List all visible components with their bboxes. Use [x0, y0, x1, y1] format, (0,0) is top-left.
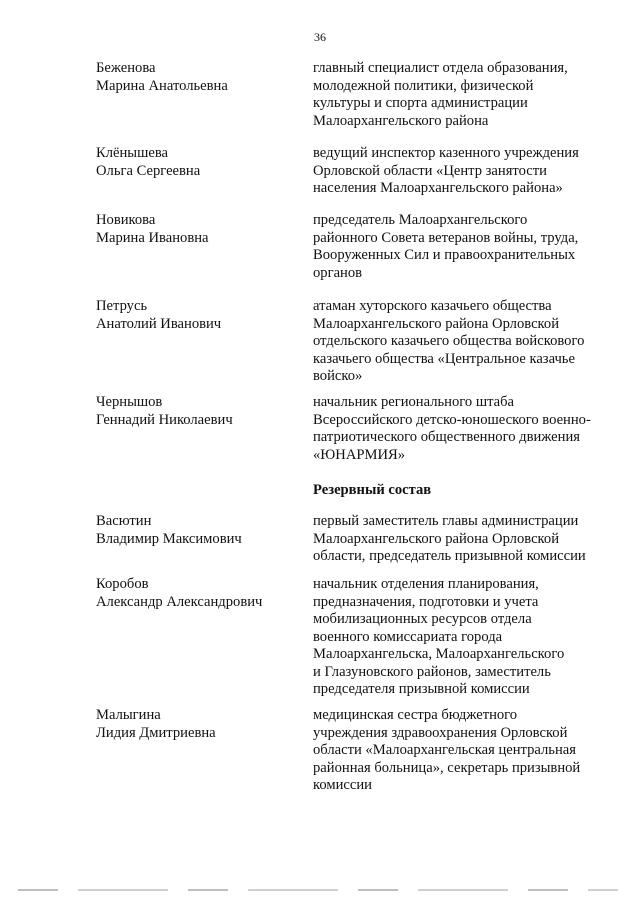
- member-name: [96, 576, 296, 611]
- member-given-name: Марина Анатольевна: [96, 77, 228, 94]
- position-line: Вооруженных Сил и правоохранительных: [313, 247, 576, 263]
- member-surname: Коробов: [96, 576, 149, 592]
- member-surname: Новикова: [96, 212, 156, 228]
- member-name: [96, 298, 296, 333]
- position-line: Малоархангельского района Орловской: [313, 315, 560, 332]
- position-line: начальник регионального штаба: [313, 394, 515, 410]
- position-line: и Глазуновского районов, заместитель: [313, 663, 551, 680]
- member-name: [96, 707, 296, 742]
- position-line: патриотического общественного движения: [313, 429, 580, 445]
- position-line: области «Малоархангельская центральная: [313, 742, 576, 758]
- position-line: населения Малоархангельского района»: [313, 180, 563, 196]
- position-line: главный специалист отдела образования,: [313, 60, 568, 76]
- member-given-name: Лидия Дмитриевна: [96, 724, 216, 741]
- member-name: [96, 60, 296, 95]
- position-line: «ЮНАРМИЯ»: [313, 446, 406, 463]
- member-given-name: Владимир Максимович: [96, 530, 242, 547]
- member-position: [313, 394, 613, 464]
- position-line: отдельского казачьего общества войскового: [313, 333, 585, 349]
- member-position: [313, 60, 613, 130]
- member-surname: Беженова: [96, 60, 156, 76]
- position-line: учреждения здравоохранения Орловской: [313, 724, 568, 741]
- position-line: области, председатель призывной комиссии: [313, 548, 586, 564]
- position-line: медицинская сестра бюджетного: [313, 707, 518, 723]
- page-number: 36: [314, 30, 326, 44]
- member-name: [96, 212, 296, 247]
- position-line: казачьего общества «Центральное казачье: [313, 350, 575, 367]
- member-surname: Петрусь: [96, 298, 148, 314]
- position-line: органов: [313, 264, 363, 281]
- member-given-name: Геннадий Николаевич: [96, 411, 233, 428]
- position-line: атаман хуторского казачьего общества: [313, 298, 552, 314]
- member-surname: Клёнышева: [96, 145, 168, 161]
- position-line: Малоархангельского района Орловской: [313, 530, 560, 547]
- position-line: Орловской области «Центр занятости: [313, 162, 547, 179]
- member-name: [96, 145, 296, 180]
- member-given-name: Анатолий Иванович: [96, 315, 222, 332]
- reserve-section-heading: Резервный состав: [313, 482, 432, 498]
- position-line: молодежной политики, физической: [313, 77, 534, 94]
- member-position: [313, 298, 613, 386]
- position-line: Малоархангельского района: [313, 112, 489, 129]
- position-line: ведущий инспектор казенного учреждения: [313, 145, 579, 161]
- position-line: комиссии: [313, 777, 372, 793]
- position-line: районного Совета ветеранов войны, труда,: [313, 229, 579, 246]
- position-line: Малоархангельска, Малоархангельского: [313, 646, 565, 662]
- member-surname: Малыгина: [96, 707, 161, 723]
- member-given-name: Ольга Сергеевна: [96, 162, 201, 179]
- position-line: председатель Малоархангельского: [313, 212, 528, 228]
- member-position: [313, 212, 613, 282]
- position-line: предназначения, подготовки и учета: [313, 593, 539, 610]
- position-line: районная больница», секретарь призывной: [313, 759, 581, 776]
- member-position: [313, 707, 613, 795]
- position-line: Всероссийского детско-юношеского военно-: [313, 411, 591, 428]
- member-given-name: Марина Ивановна: [96, 229, 209, 246]
- member-name: [96, 513, 296, 548]
- position-line: военного комиссариата города: [313, 628, 503, 645]
- position-line: культуры и спорта администрации: [313, 95, 528, 111]
- member-position: [313, 145, 613, 198]
- position-line: первый заместитель главы администрации: [313, 513, 579, 529]
- position-line: начальник отделения планирования,: [313, 576, 539, 592]
- member-surname: Чернышов: [96, 394, 163, 410]
- position-line: войско»: [313, 368, 363, 384]
- position-line: председателя призывной комиссии: [313, 681, 530, 697]
- position-line: мобилизационных ресурсов отдела: [313, 611, 532, 627]
- member-position: [313, 513, 613, 566]
- member-surname: Васютин: [96, 513, 152, 529]
- scan-edge-artifact: [18, 889, 618, 891]
- member-name: [96, 394, 296, 429]
- member-given-name: Александр Александрович: [96, 593, 263, 610]
- member-position: [313, 576, 613, 699]
